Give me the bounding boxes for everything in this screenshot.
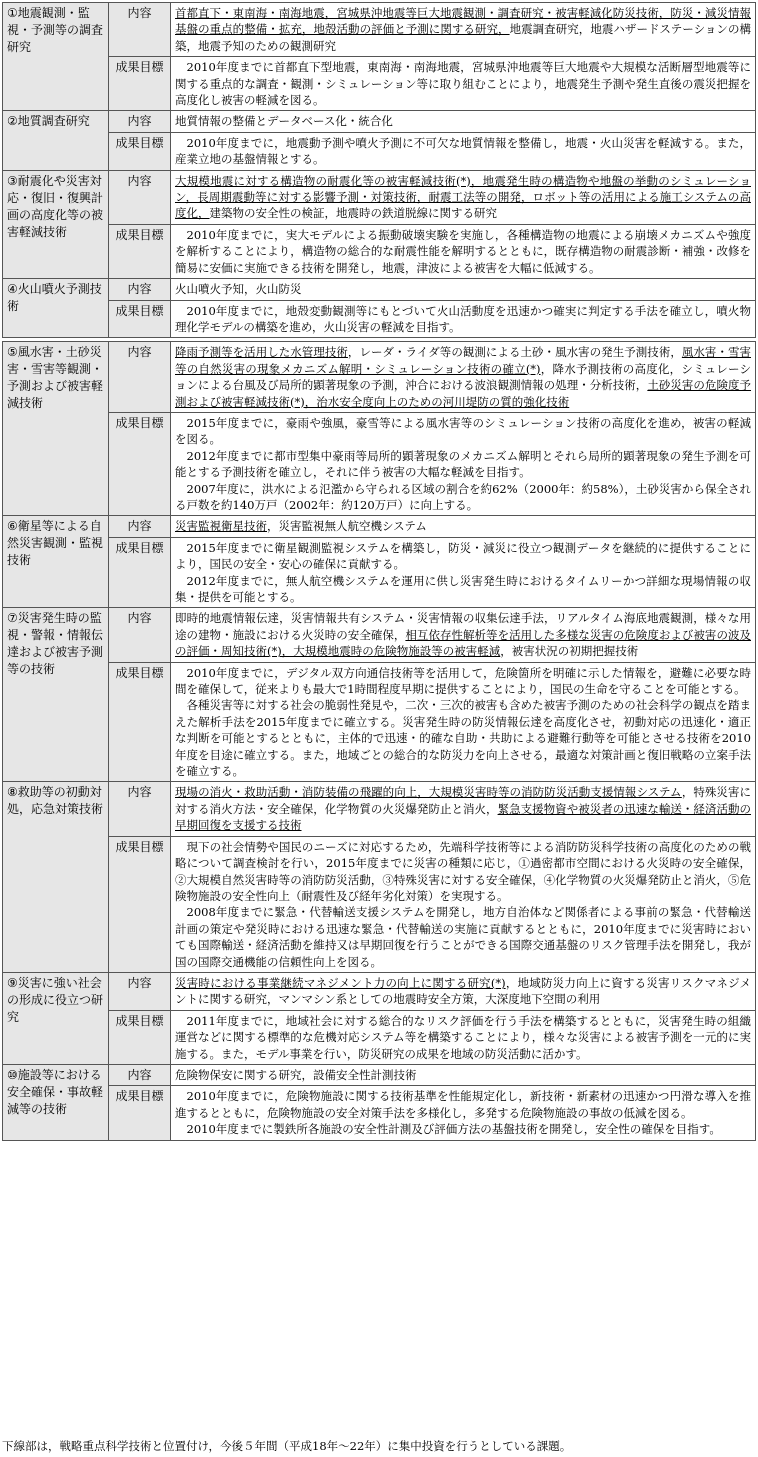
table-row-content bbox=[3, 516, 756, 537]
goal-cell bbox=[171, 1086, 756, 1140]
row-kind-content: 内容 bbox=[109, 972, 171, 1010]
content-segment: 地震調査研究，地震ハザードステーションの構築，地震予知のための観測研究 bbox=[175, 22, 751, 53]
table-row-content bbox=[3, 111, 756, 132]
row-kind-goal: 成果目標 bbox=[109, 57, 171, 111]
row-kind-content: 内容 bbox=[109, 516, 171, 537]
row-kind-goal: 成果目標 bbox=[109, 662, 171, 782]
row-kind-goal: 成果目標 bbox=[109, 300, 171, 338]
row-kind-goal: 成果目標 bbox=[109, 412, 171, 515]
goal-paragraph: 2010年度までに，地殻変動観測等にもとづいて火山活動度を迅速かつ確実に判定する手法を確立し，噴火物理化学モデルの構築を進め，火山災害の軽減を目指す。 bbox=[175, 303, 751, 334]
goal-paragraph: 現下の社会情勢や国民のニーズに対応するため，先端科学技術等による消防防災科学技術の高度化のための戦略について調査検討を行い，2015年度までに災害の種類に応じ，①過密都市空間における火災時の安全確保，②大規模自然災害時等の消防防災活動，③特殊災害に対する安全確保，④化学物質の火災爆発防止と消火，⑤危険物施設の安全性向上（耐震性及び経年劣化対策）を実現する。 bbox=[175, 839, 751, 903]
content-cell bbox=[171, 342, 756, 413]
goal-cell bbox=[171, 662, 756, 782]
table-row-content bbox=[3, 3, 756, 57]
table-row-goal bbox=[3, 300, 756, 338]
goal-paragraph: 2007年度に，洪水による氾濫から守られる区域の割合を約62%（2000年：約58%），土砂災害から保全される戸数を約140万戸（2002年：約120万戸）に向上する。 bbox=[175, 481, 751, 512]
row-kind-content: 内容 bbox=[109, 1064, 171, 1085]
content-cell bbox=[171, 279, 756, 300]
row-kind-goal: 成果目標 bbox=[109, 224, 171, 278]
table-row-goal bbox=[3, 224, 756, 278]
row-kind-goal: 成果目標 bbox=[109, 537, 171, 608]
row-kind-content: 内容 bbox=[109, 342, 171, 413]
priority-underlined-text: 災害時における事業継続マネジメント力の向上に関する研究(*) bbox=[175, 975, 506, 990]
goal-cell bbox=[171, 224, 756, 278]
topic-label: ⑤風水害・土砂災害・雪害等観測・予測および被害軽減技術 bbox=[3, 342, 109, 516]
goal-cell bbox=[171, 132, 756, 170]
row-kind-content: 内容 bbox=[109, 782, 171, 836]
goal-paragraph: 2010年度までに製鉄所各施設の安全性計測及び評価方法の基盤技術を開発し，安全性の確保を目指す。 bbox=[186, 1122, 721, 1137]
priority-underlined-text: 降雨予測等を活用した水管理技術 bbox=[175, 345, 348, 360]
content-segment: ，レーダ・ライダ等の観測による土砂・風水害の発生予測技術， bbox=[347, 345, 682, 360]
goal-paragraph: 2010年度までに首都直下型地震，東南海・南海地震，宮城県沖地震等巨大地震や大規模な活断層型地震等に関する重点的な調査・観測・シミュレーション等に取り組むことにより，地震発生予測や発生直後の震災把握を高度化し被害の軽減を図る。 bbox=[175, 60, 751, 108]
table-row-goal bbox=[3, 836, 756, 972]
goal-cell bbox=[171, 412, 756, 515]
row-kind-content: 内容 bbox=[109, 170, 171, 224]
content-cell bbox=[171, 3, 756, 57]
priority-underlined-text: 首都直下・東南海・南海地震，宮城県沖地震等巨大地震観測・調査研究・被害軽減化防災技術，防災・減災情報基盤の重点的整備・拡充，地殻活動の評価と予測に関する研究， bbox=[175, 6, 751, 37]
content-text bbox=[175, 610, 751, 659]
content-segment: ，地域防災力向上に資する災害リスクマネジメントに関する研究，マンマシン系としての地震時安全方策，大深度地下空間の利用 bbox=[175, 975, 751, 1007]
content-text bbox=[175, 113, 751, 129]
topic-label: ③耐震化や災害対応・復旧・復興計画の高度化等の被害軽減技術 bbox=[3, 170, 109, 278]
goal-paragraph: 2012年度までに都市型集中豪雨等局所的顕著現象のメカニズム解明とそれら局所的顕著現象の発生予測を可能とする予測技術を確立し，それに伴う被害の大幅な軽減を目指す。 bbox=[175, 448, 751, 480]
priority-underlined-text: 土砂災害の危険度予測および被害軽減技術(*)，治水安全度向上のための河川堤防の質的強化技術 bbox=[175, 378, 752, 409]
table-row-goal bbox=[3, 1010, 756, 1064]
content-text bbox=[175, 5, 751, 54]
goal-paragraph: 2010年度までに，危険物施設に関する技術基準を性能規定化し，新技術・新素材の迅速かつ円滑な導入を推進するとともに，危険物施設の安全対策手法を多様化し，多発する危険物施設の事故の低減を図る。 bbox=[175, 1089, 751, 1120]
priority-underlined-text: 災害監視衛星技術 bbox=[175, 519, 267, 534]
table-row-content bbox=[3, 279, 756, 300]
goal-paragraph: 2008年度までに緊急・代替輸送支援システムを開発し，地方自治体など関係者による事前の緊急・代替輸送計画の策定や発災時における迅速な緊急・代替輸送の実施に貢献するとともに，2010年度までに災害時においても国際輸送・経済活動を維持又は早期回復を行うことができる国際交通基盤のリスク管理手法を開発し，我が国の国際交通機能の信頼性向上を図る。 bbox=[175, 905, 751, 969]
goal-cell bbox=[171, 537, 756, 608]
topic-label: ⑨災害に強い社会の形成に役立つ研究 bbox=[3, 972, 109, 1064]
goal-paragraph: 2010年度までに，デジタル双方向通信技術等を活用して，危険箇所を明確に示した情報を，避難に必要な時間を確保して，従来よりも最大で1時間程度早期に提供することにより，国民の生命を守ることを可能とする。 bbox=[175, 665, 751, 697]
topic-label: ⑦災害発生時の監視・警報・情報伝達および被害予測等の技術 bbox=[3, 608, 109, 782]
goal-paragraph: 2015年度までに衛星観測監視システムを構築し，防災・減災に役立つ観測データを継続的に提供することにより，国民の安全・安心の確保に貢献する。 bbox=[175, 540, 751, 572]
table-row-goal bbox=[3, 57, 756, 111]
content-cell bbox=[171, 1064, 756, 1085]
goal-cell bbox=[171, 300, 756, 338]
content-cell bbox=[171, 516, 756, 537]
content-segment: 地質情報の整備とデータベース化・統合化 bbox=[175, 114, 393, 129]
table-row-content bbox=[3, 170, 756, 224]
row-kind-content: 内容 bbox=[109, 279, 171, 300]
goal-cell bbox=[171, 836, 756, 972]
row-kind-goal: 成果目標 bbox=[109, 836, 171, 972]
goal-paragraph: 2010年度までに，地震動予測や噴火予測に不可欠な地質情報を整備し，地震・火山災害を軽減する。また，産業立地の基盤情報とする。 bbox=[175, 135, 751, 167]
content-segment: 建築物の安全性の検証，地震時の鉄道脱線に関する研究 bbox=[209, 206, 497, 221]
content-segment: 危険物保安に関する研究，設備安全性計測技術 bbox=[175, 1067, 417, 1082]
topic-label: ①地震観測・監視・予測等の調査研究 bbox=[3, 3, 109, 111]
goal-paragraph: 2010年度までに，実大モデルによる振動破壊実験を実施し，各種構造物の地震による崩壊メカニズムや強度を解析することにより，構造物の総合的な耐震性能を解明するとともに，既存構造物の耐震診断・補強・改修を簡易に安価に実施できる技術を開発し，地震，津波による被害を大幅に低減する。 bbox=[175, 227, 751, 275]
content-segment: 即時的地震情報伝達，災害情報共有システム・災害情報の収集伝達手法，リアルタイム海底地震観測，様々な用途の建物・施設における火災時の安全確保， bbox=[175, 611, 751, 642]
content-text bbox=[175, 281, 751, 297]
priority-underlined-text: 現場の消火・救助活動・消防装備の飛躍的向上，大規模災害時等の消防防災活動支援情報システム bbox=[175, 785, 682, 800]
goal-cell bbox=[171, 57, 756, 111]
topic-label: ⑥衛星等による自然災害観測・監視技術 bbox=[3, 516, 109, 608]
table-row-content bbox=[3, 608, 756, 662]
table-row-goal bbox=[3, 132, 756, 170]
table-row-goal bbox=[3, 1086, 756, 1140]
content-cell bbox=[171, 170, 756, 224]
table-row-content bbox=[3, 972, 756, 1010]
table-row-goal bbox=[3, 412, 756, 515]
content-text bbox=[175, 975, 751, 1008]
priority-underlined-text: 大規模地震に対する構造物の耐震化等の被害軽減技術(*)，地震発生時の構造物や地盤の挙動のシミュレーション，長周期震動等に対する影響予測・対策技術，耐震工法等の開発，ロボット等の活用による施工システムの高度化， bbox=[175, 173, 751, 221]
content-cell bbox=[171, 111, 756, 132]
row-kind-goal: 成果目標 bbox=[109, 1086, 171, 1140]
table-row-content bbox=[3, 342, 756, 413]
content-text bbox=[175, 173, 751, 222]
row-kind-content: 内容 bbox=[109, 608, 171, 662]
goal-cell bbox=[171, 1010, 756, 1064]
content-segment: ，降水予測技術の高度化，シミュレーションによる台風及び局所的顕著現象の予測，沖合における波浪観測情報の処理・分析技術， bbox=[175, 361, 751, 393]
table-row-goal bbox=[3, 537, 756, 608]
table-row-goal bbox=[3, 662, 756, 782]
content-segment: ，災害監視無人航空機システム bbox=[267, 519, 427, 534]
row-kind-goal: 成果目標 bbox=[109, 1010, 171, 1064]
row-kind-goal: 成果目標 bbox=[109, 132, 171, 170]
research-table-body bbox=[3, 3, 756, 1141]
topic-label: ⑧救助等の初動対処，応急対策技術 bbox=[3, 782, 109, 972]
goal-paragraph: 2012年度までに，無人航空機システムを運用に供し災害発生時におけるタイムリーかつ詳細な現場情報の収集・提供を可能とする。 bbox=[175, 573, 751, 604]
priority-underlined-text: 風水害・雪害等の自然災害の現象メカニズム解明・シミュレーション技術の確立(*) bbox=[175, 345, 752, 376]
content-segment: ，被害状況の初期把握技術 bbox=[500, 644, 639, 659]
topic-label: ②地質調査研究 bbox=[3, 111, 109, 170]
row-kind-content: 内容 bbox=[109, 111, 171, 132]
table-row-content bbox=[3, 782, 756, 836]
footnote: 下線部は，戦略重点科学技術と位置付け，今後５年間（平成18年～22年）に集中投資を行うとしている課題。 bbox=[2, 1439, 572, 1453]
content-cell bbox=[171, 972, 756, 1010]
content-text bbox=[175, 1067, 751, 1083]
goal-paragraph: 2011年度までに，地域社会に対する総合的なリスク評価を行う手法を構築するとともに，災害発生時の組織運営などに関する標準的な危機対応システム等を構築することにより，様々な災害による被害予測を一元的に実施する。また，モデル事業を行い，防災研究の成果を地域の防災活動に活かす。 bbox=[175, 1013, 751, 1061]
research-table bbox=[2, 2, 756, 1141]
content-text bbox=[175, 344, 751, 410]
priority-underlined-text: 緊急支援物資や被災者の迅速な輸送・経済活動の早期回復を支援する技術 bbox=[175, 801, 752, 833]
table-row-content bbox=[3, 1064, 756, 1085]
content-cell bbox=[171, 782, 756, 836]
topic-label: ④火山噴火予測技術 bbox=[3, 279, 109, 338]
priority-underlined-text: 相互依存性解析等を活用した多様な災害の危険度および被害の波及の評価・周知技術(*)，大規模地震時の危険物施設等の被害軽減 bbox=[175, 627, 751, 659]
content-text bbox=[175, 784, 751, 833]
content-segment: ，特殊災害に対する消火方法・安全確保，化学物質の火災爆発防止と消火， bbox=[175, 785, 751, 816]
topic-label: ⑩施設等における安全確保・事故軽減等の技術 bbox=[3, 1064, 109, 1140]
content-segment: 火山噴火予知，火山防災 bbox=[175, 282, 302, 297]
content-text bbox=[175, 518, 751, 534]
content-cell bbox=[171, 608, 756, 662]
row-kind-content: 内容 bbox=[109, 3, 171, 57]
goal-paragraph: 2015年度までに，豪雨や強風，豪雪等による風水害等のシミュレーション技術の高度化を進め，被害の軽減を図る。 bbox=[175, 415, 751, 447]
goal-paragraph: 各種災害等に対する社会の脆弱性発見や，二次・三次的被害も含めた被害予測のための社会科学の観点を踏まえた解析手法を2015年度までに確立する。災害発生時の防災情報伝達を高度化させ，初動対応の迅速化・適正な判断を可能とするとともに，主体的で迅速・的確な自助・共助による避難行動等を可能とさせる技術を2010年度を目途に確立する。また，地域ごとの総合的な防災力を向上させる，最適な対策計画と復旧戦略の立案手法を確立する。 bbox=[175, 698, 751, 779]
